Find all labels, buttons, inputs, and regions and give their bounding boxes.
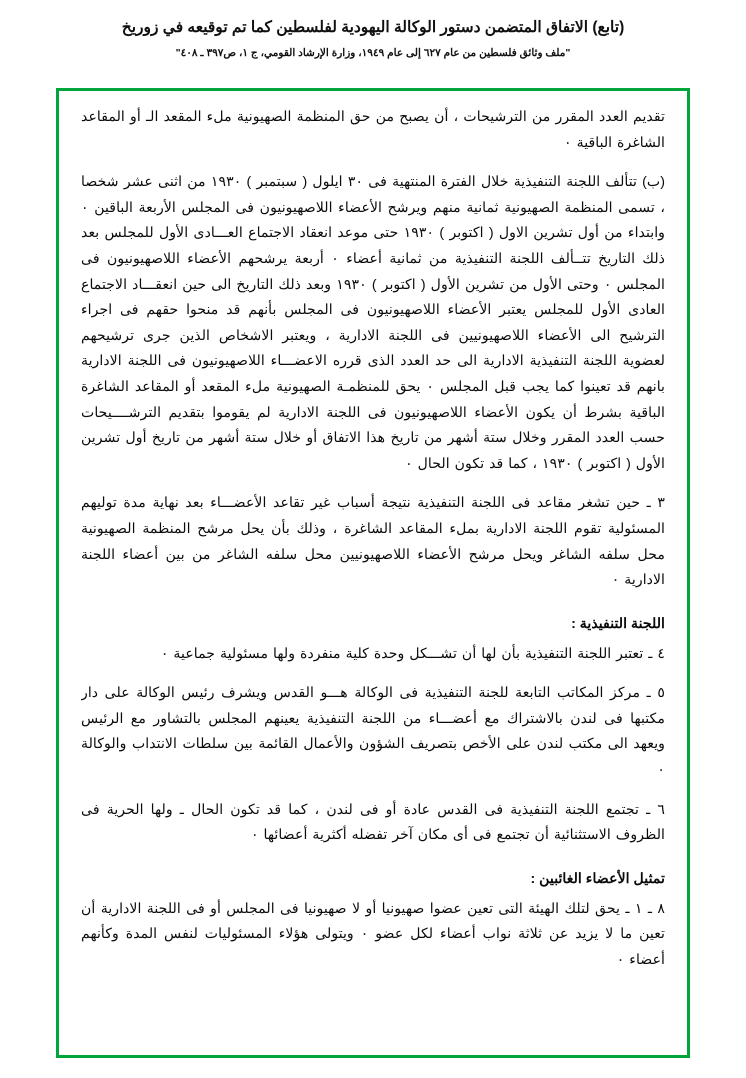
heading-executive-committee: اللجنة التنفيذية : [571,615,665,632]
list-item-4: ٤ ـ تعتبر اللجنة التنفيذية بأن لها أن تشـــكل وحدة كلية منفردة ولها مسئولية جماعية ٠ [160,645,665,662]
document-header [0,0,746,59]
content-frame-border [56,88,690,1058]
list-item-5: ٥ ـ مركز المكاتب التابعة للجنة التنفيذية فى الوكالة هـــو القدس ويشرف رئيس الوكالة على دار مكتبها فى لندن بالاشتراك مع أعضـــاء من اللجنة التنفيذية يعينهم المجلس بالتشاور مع الرئيس ويعهد الى مكتب لندن على الأخص بتصريف الشؤون والأعمال القائمة بين سلطات الانتداب والوكالة ٠ [81,685,665,779]
document-body [81,105,665,974]
paragraph-nominations: تقديم العدد المقرر من الترشيحات ، أن يصبح من حق المنظمة الصهيونية ملء المقعد الـ أو المقاعد الشاغرة الباقية ٠ [81,109,665,151]
source-citation: "ملف وثائق فلسطين من عام ٦٢٧ إلى عام ١٩٤٩، وزارة الإرشاد القومي، ج ١، ص٣٩٧ ـ ٤٠٨" [175,47,571,60]
list-item-6: ٦ ـ تجتمع اللجنة التنفيذية فى القدس عادة أو فى لندن ، كما قد تكون الحال ـ ولها الحرية فى الظروف الاستثنائية أن تجتمع فى أى مكان آخر تفضله أكثرية أعضائها ٠ [81,801,665,844]
paragraph-b-executive: (ب) تتألف اللجنة التنفيذية خلال الفترة المنتهية فى ٣٠ ايلول ( سبتمبر ) ١٩٣٠ من اثنى عشر شخصا ، تسمى المنظمة الصهيونية ثمانية منهم ويرشح الأعضاء اللاصهيونيون فى المجلس الأربعة الباقين ٠ وابتداء من أول تشرين الاول ( اكتوبر ) ١٩٣٠ حتى موعد انعقاد الاجتماع العـــادى الأول للمجلس بعد ذلك التاريخ تتــألف اللجنة التنفيذية من ثمانية أعضاء ٠ أربعة يرشحهم الأعضاء اللاصهيونيون فى المجلس ٠ وحتى الأول من تشرين الأول ( اكتوبر ) ١٩٣٠ وبعد ذلك التاريخ الى حين انعقـــاد الاجتماع العادى الأول للمجلس يعتبر الأعضاء اللاصهيونيون فى المجلس بأنهم قد منحوا حقهم فى اجراء الترشيح الى الأعضاء اللاصهيونيين فى اللجنة الادارية ، ويعتبر الاشخاص الذين جرى ترشيحهم لعضوية اللجنة التنفيذية الادارية الى حد العدد الذى قرره الاعضـــاء اللاصهيونيون فى اللجنة الادارية بانهم قد تعينوا كما يجب قبل المجلس ٠ يحق للمنظمـة الصهيونية ملء المقعد أو المقاعد الشاغرة الباقية بشرط أن يكون الأعضاء اللاصهيونيون فى اللجنة الادارية لم يقوموا بتقديم الترشــــيحات حسب العدد المقرر وخلال ستة أشهر من تاريخ هذا الاتفاق أو خلال ستة أشهر من تاريخ أول تشرين الأول ( اكتوبر ) ١٩٣٠ ، كما قد تكون الحال ٠ [81,174,665,472]
list-item-8-1: ٨ ـ ١ ـ يحق لتلك الهيئة التى تعين عضوا صهيونيا أو لا صهيونيا فى المجلس أو فى اللجنة الادارية أن تعين ما لا يزيد عن ثلاثة نواب أعضاء لكل عضو ٠ ويتولى هؤلاء المسئوليات لنفس المدة وكأنهم أعضاء ٠ [81,900,665,969]
paragraph-3-vacancy: ٣ ـ حين تشغر مقاعد فى اللجنة التنفيذية نتيجة أسباب غير تقاعد الأعضـــاء بعد نهاية مدة توليهم المسئولية تقوم اللجنة الادارية بملء المقاعد الشاغرة ، وذلك بأن يحل مرشح المنظمة الصهيونية محل سلفه الشاغر ويحل مرشح الأعضاء اللاصهيونيين محل سلفه الشاغر من بين أعضاء اللجنة الادارية ٠ [81,495,665,589]
heading-absent-members: تمثيل الأعضاء الغائبين : [530,870,665,887]
content-area [81,105,665,1049]
page-title: (تابع) الاتفاق المتضمن دستور الوكالة اليهودية لفلسطين كما تم توقيعه في زوريخ [121,19,625,36]
